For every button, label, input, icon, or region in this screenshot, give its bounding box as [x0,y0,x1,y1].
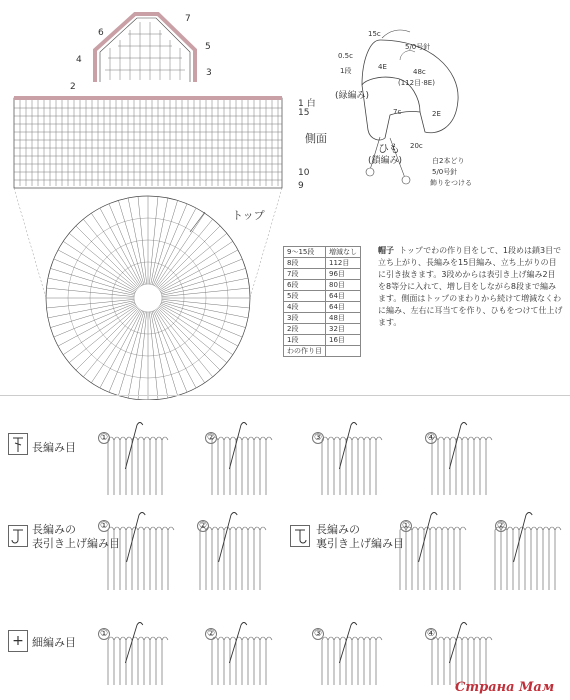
row-marker-7: 7 [185,14,191,24]
stitch-swatch [432,423,492,496]
top-circle [46,196,250,400]
bpdc-step-1: ① [401,521,411,531]
row-table-count: 増減なし [326,247,361,258]
instructions-heading: 帽子 [378,246,394,255]
sc-step-3: ③ [313,629,323,639]
row-table-count [326,346,361,357]
row-table-round: 2段 [284,324,326,335]
hat-hook-size: 5/0号針 [405,43,431,51]
cord-title: ひも [378,142,400,155]
row-table-round: 5段 [284,291,326,302]
row-marker-4: 4 [76,55,82,65]
hat-dim-2e: 2E [432,110,441,118]
fpdc-step-1: ① [99,521,109,531]
row-table-count: 64目 [326,291,361,302]
row-table-row [284,258,361,269]
stitch-swatch [212,623,272,686]
stitch-swatch [322,423,382,496]
dc-step-3: ③ [313,433,323,443]
bpdc-title: 長編みの 裏引き上げ編み目 [316,523,404,550]
band-label: (緑編み) [335,91,370,101]
row-table-count: 96目 [326,269,361,280]
sc-title: 細編み目 [32,636,76,649]
stitch-swatch [322,623,382,686]
top-label: トップ [232,209,265,222]
row-table-round: 9〜15段 [284,247,326,258]
instructions [378,245,563,329]
hat-dim-stitches: (112目·8E) [398,79,435,87]
hat-dim-15c: 15c [368,30,381,38]
dc-title: 長編み目 [32,441,76,454]
row-marker-2: 2 [70,82,76,92]
sc-step-1: ① [99,629,109,639]
stitch-swatch [432,623,492,686]
row-marker-9: 9 [298,181,304,191]
row-marker-5: 5 [205,42,211,52]
stitch-swatch [200,513,266,591]
cord-sub: (鎖編み) [368,156,403,166]
stitch-illustrations [0,400,570,700]
fpdc-step-2: ② [198,521,208,531]
row-marker-6: 6 [98,28,104,38]
stitch-divider [0,395,570,396]
hat-dim-05c: 0.5c [338,52,353,60]
row-table-count: 64目 [326,302,361,313]
dc-step-4: ④ [426,433,436,443]
row-table-round: 3段 [284,313,326,324]
row-table-row [284,313,361,324]
row-table-row [284,346,361,357]
sc-symbol: + [8,630,28,652]
hat-dim-7c: 7c [393,108,402,116]
instructions-text: トップでわの作り目をして、1段めは鎖3目で立ち上がり、長編みを15目編み、立ち上がりの目に引き抜きます。3段めからは表引き上げ編み2目を8等分に入れて、増し目をしながら8段まで編みます。側面はトップのまわりから続けて増減なくわに編み、左右に耳当てを作り、ひもをつけて仕上げます。 [378,246,563,327]
row-table-round: 7段 [284,269,326,280]
sc-step-2: ② [206,629,216,639]
row-table-count: 48目 [326,313,361,324]
row-marker-1: 1 白 [298,99,316,109]
cord-hook: 5/0号針 [432,168,458,176]
fpdc-title: 長編みの 表引き上げ編み目 [32,523,120,550]
stitch-swatch [108,423,168,496]
row-table-count: 32目 [326,324,361,335]
dc-step-2: ② [206,433,216,443]
hat-dim-1dan: 1段 [340,67,352,75]
cord-length: 20c [410,142,423,150]
watermark: Страна Мам [455,680,555,695]
row-table-count: 80目 [326,280,361,291]
cord-end: 飾りをつける [430,179,472,187]
row-marker-3: 3 [206,68,212,78]
row-table-round: 1段 [284,335,326,346]
row-table-row [284,324,361,335]
row-table-round: 4段 [284,302,326,313]
row-table-row [284,247,361,258]
stitch-swatch [108,623,168,686]
bpdc-step-2: ② [496,521,506,531]
row-marker-10: 10 [298,168,310,178]
dc-step-1: ① [99,433,109,443]
row-table-round: 6段 [284,280,326,291]
row-count-table [283,246,361,357]
row-table-row [284,335,361,346]
row-table-round: わの作り目 [284,346,326,357]
cord-note: 白2本どり [432,157,465,165]
stitch-swatch [212,423,272,496]
sc-step-4: ④ [426,629,436,639]
side-label: 側面 [305,132,327,145]
row-marker-15: 15 [298,108,310,118]
row-table-row [284,269,361,280]
row-table-row [284,280,361,291]
hat-dim-4e: 4E [378,63,387,71]
row-table-round: 8段 [284,258,326,269]
row-table-row [284,302,361,313]
row-table-count: 16目 [326,335,361,346]
hat-dim-48c: 48c [413,68,426,76]
row-table-row [284,291,361,302]
stitch-swatch [108,513,174,591]
row-table-count: 112目 [326,258,361,269]
